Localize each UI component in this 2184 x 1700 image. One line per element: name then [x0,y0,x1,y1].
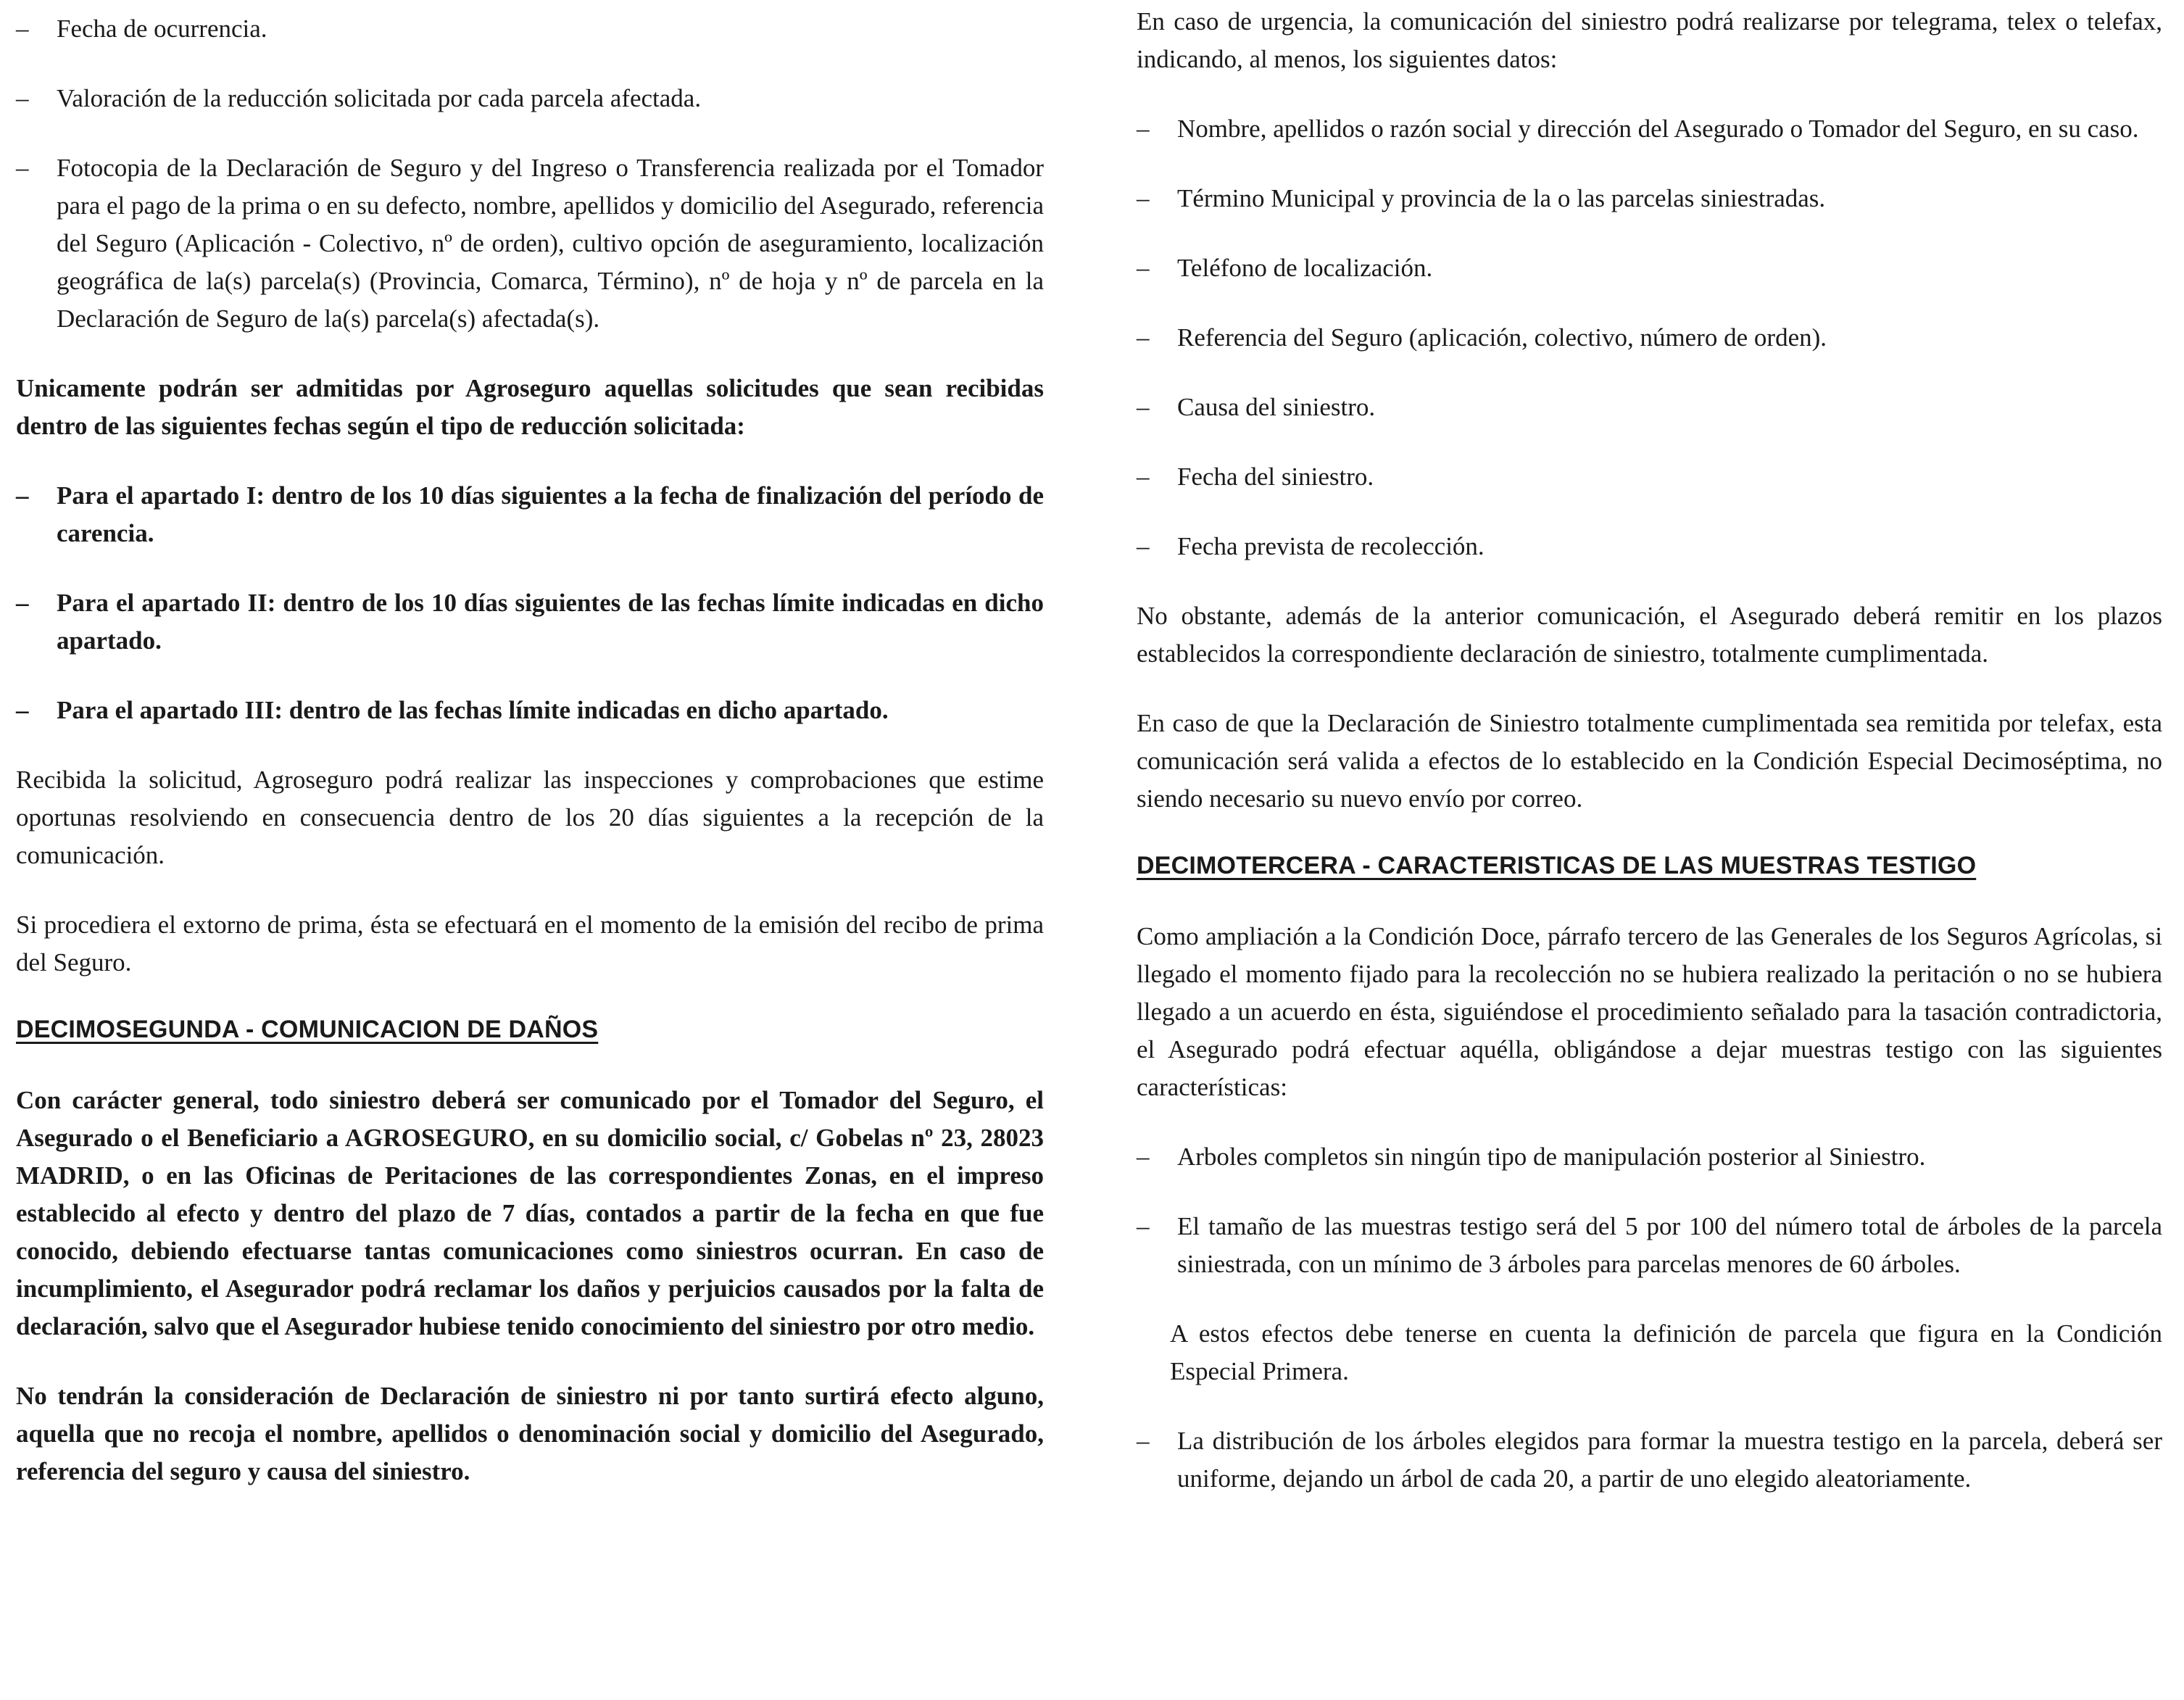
paragraph-no-tendran: No tendrán la consideración de Declaración de siniestro ni por tanto surtirá efecto alguno, aquella que no recoja el nombre, apellidos o denominación social y domicilio del Asegurado, referencia del seguro y causa del siniestro. [16,1382,1044,1485]
dash-bullet: – [16,696,29,724]
list-item-valoracion [16,80,1044,117]
list-item-fecha-siniestro [1137,458,2162,496]
section-heading-decimosegunda: DECIMOSEGUNDA - COMUNICACION DE DAÑOS [16,1016,599,1043]
list-item-text: Fecha de ocurrencia. [57,14,267,43]
dash-bullet: – [1137,1143,1150,1171]
dash-bullet: – [16,14,29,43]
paragraph-extorno: Si procediera el extorno de prima, ésta se efectuará en el momento de la emisión del recibo de prima del Seguro. [16,911,1044,977]
list-item-text: El tamaño de las muestras testigo será del 5 por 100 del número total de árboles de la parcela siniestrada, con un mínimo de 3 árboles para parcelas menores de 60 árboles. [1177,1212,2162,1278]
list-item-referencia [1137,319,2162,357]
list-item-apartado-2 [16,584,1044,660]
list-item-text: Nombre, apellidos o razón social y dirección del Asegurado o Tomador del Seguro, en su caso. [1177,115,2139,143]
list-item-text: Causa del siniestro. [1177,393,1376,421]
section-heading-decimotercera: DECIMOTERCERA - CARACTERISTICAS DE LAS MUESTRAS TESTIGO [1137,852,1977,879]
list-item-arboles [1137,1138,2162,1176]
dash-bullet: – [1137,1212,1150,1240]
paragraph-ampliacion: Como ampliación a la Condición Doce, párrafo tercero de las Generales de los Seguros Agrícolas, si llegado el momento fijado para la recolección no se hubiera realizado la peritación o no se hubiera llegado a un acuerdo en ésta, siguiéndose el procedimiento señalado para la tasación contradictoria, el Asegurado podrá efectuar aquélla, obligándose a dejar muestras testigo con las siguientes características: [1137,922,2162,1101]
right-column [1137,0,2162,1530]
list-item-apartado-1 [16,477,1044,552]
list-item-text: Referencia del Seguro (aplicación, colectivo, número de orden). [1177,323,1827,352]
dash-bullet: – [1137,254,1150,282]
list-item-text: Fotocopia de la Declaración de Seguro y del Ingreso o Transferencia realizada por el Tomador para el pago de la prima o en su defecto, nombre, apellidos y domicilio del Asegurado, referencia del Seguro (Aplicación - Colectivo, nº de orden), cultivo opción de aseguramiento, localización geográfica de la(s) parcela(s) (Provincia, Comarca, Término), nº de hoja y nº de parcela en la Declaración de Seguro de la(s) parcela(s) afectada(s). [57,154,1044,333]
list-item-text: Para el apartado I: dentro de los 10 días siguientes a la fecha de finalización del período de carencia. [57,481,1044,547]
list-item-text: Término Municipal y provincia de la o las parcelas siniestradas. [1177,184,1826,212]
paragraph-note-parcela: A estos efectos debe tenerse en cuenta la definición de parcela que figura en la Condición Especial Primera. [1170,1319,2162,1385]
paragraph-caracter-general: Con carácter general, todo siniestro deberá ser comunicado por el Tomador del Seguro, el Asegurado o el Beneficiario a AGROSEGURO, en su domicilio social, c/ Gobelas nº 23, 28023 MADRID, o en las Oficinas de Peritaciones de las correspondientes Zonas, en el impreso establecido al efecto y dentro del plazo de 7 días, contados a partir de la fecha en que fue conocido, debiendo efectuarse tantas comunicaciones como siniestros ocurran. En caso de incumplimiento, el Asegurador podrá reclamar los daños y perjuicios causados por la falta de declaración, salvo que el Asegurador hubiese tenido conocimiento del siniestro por otro medio. [16,1086,1044,1340]
paragraph-unicamente: Unicamente podrán ser admitidas por Agroseguro aquellas solicitudes que sean recibidas dentro de las siguientes fechas según el tipo de reducción solicitada: [16,374,1044,440]
paragraph-recibida: Recibida la solicitud, Agroseguro podrá realizar las inspecciones y comprobaciones que estime oportunas resolviendo en consecuencia dentro de los 20 días siguientes a la recepción de la comunicación. [16,766,1044,869]
list-item-text: Arboles completos sin ningún tipo de manipulación posterior al Siniestro. [1177,1143,1926,1171]
list-item-text: Para el apartado III: dentro de las fechas límite indicadas en dicho apartado. [57,696,889,724]
paragraph-urgencia: En caso de urgencia, la comunicación del siniestro podrá realizarse por telegrama, telex o telefax, indicando, al menos, los siguientes datos: [1137,7,2162,73]
dash-bullet: – [16,481,29,510]
list-item-text: Para el apartado II: dentro de los 10 días siguientes de las fechas límite indicadas en dicho apartado. [57,589,1044,655]
list-item-fotocopia [16,149,1044,338]
paragraph-telefax: En caso de que la Declaración de Siniestro totalmente cumplimentada sea remitida por telefax, esta comunicación será valida a efectos de lo establecido en la Condición Especial Decimoséptima, no siendo necesario su nuevo envío por correo. [1137,709,2162,813]
list-item-text: Teléfono de localización. [1177,254,1433,282]
dash-bullet: – [16,154,29,182]
list-item-nombre [1137,110,2162,148]
list-item-termino [1137,180,2162,217]
dash-bullet: – [1137,463,1150,491]
dash-bullet: – [1137,393,1150,421]
list-item-causa [1137,389,2162,426]
paragraph-no-obstante: No obstante, además de la anterior comunicación, el Asegurado deberá remitir en los plazos establecidos la correspondiente declaración de siniestro, totalmente cumplimentada. [1137,602,2162,668]
dash-bullet: – [16,589,29,617]
dash-bullet: – [1137,1427,1150,1455]
list-item-fecha-recoleccion [1137,528,2162,565]
list-item-telefono [1137,249,2162,287]
list-item-fecha-ocurrencia [16,10,1044,48]
dash-bullet: – [1137,115,1150,143]
list-item-distribucion [1137,1422,2162,1498]
dash-bullet: – [16,84,29,112]
dash-bullet: – [1137,184,1150,212]
list-item-text: La distribución de los árboles elegidos para formar la muestra testigo en la parcela, deberá ser uniforme, dejando un árbol de cada 20, a partir de uno elegido aleatoriamente. [1177,1427,2162,1493]
dash-bullet: – [1137,532,1150,560]
left-column [16,0,1044,1522]
list-item-text: Valoración de la reducción solicitada por cada parcela afectada. [57,84,702,112]
list-item-apartado-3 [16,692,1044,729]
list-item-tamano [1137,1208,2162,1283]
list-item-text: Fecha del siniestro. [1177,463,1374,491]
list-item-text: Fecha prevista de recolección. [1177,532,1485,560]
dash-bullet: – [1137,323,1150,352]
